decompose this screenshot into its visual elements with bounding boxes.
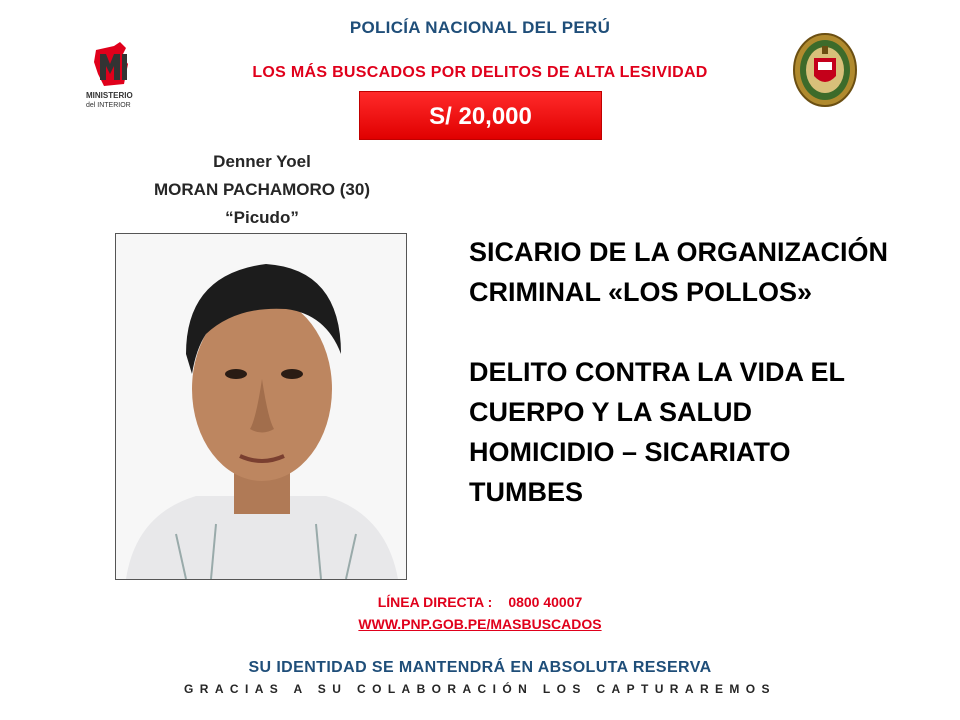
hotline bbox=[0, 594, 960, 610]
role-line-2: CRIMINAL «LOS POLLOS» bbox=[469, 277, 813, 307]
hotline-number: 0800 40007 bbox=[508, 594, 583, 610]
thanks-notice: GRACIAS A SU COLABORACIÓN LOS CAPTURAREMOS bbox=[184, 682, 776, 696]
crime-line-1: DELITO CONTRA LA VIDA EL bbox=[469, 357, 845, 387]
ministry-text-2: del INTERIOR bbox=[86, 102, 131, 109]
ministerio-interior-logo bbox=[84, 40, 154, 110]
wanted-person-name bbox=[112, 148, 412, 232]
reward-amount: S/ 20,000 bbox=[359, 91, 602, 140]
header-subtitle: LOS MÁS BUSCADOS POR DELITOS DE ALTA LESIVIDAD bbox=[252, 64, 708, 81]
crime-type: HOMICIDIO – SICARIATO bbox=[469, 437, 791, 467]
reserve-notice: SU IDENTIDAD SE MANTENDRÁ EN ABSOLUTA RESERVA bbox=[248, 659, 712, 676]
role-line-1: SICARIO DE LA ORGANIZACIÓN bbox=[469, 237, 889, 267]
alias: “Picudo” bbox=[225, 208, 299, 227]
suspect-photo bbox=[115, 233, 407, 580]
website-link[interactable]: WWW.PNP.GOB.PE/MASBUSCADOS bbox=[358, 616, 602, 632]
first-names: Denner Yoel bbox=[213, 152, 311, 171]
crime-description bbox=[469, 232, 931, 512]
surnames-age: MORAN PACHAMORO (30) bbox=[154, 180, 370, 199]
ministry-text-1: MINISTERIO bbox=[86, 91, 133, 100]
crime-line-2: CUERPO Y LA SALUD bbox=[469, 397, 753, 427]
location: TUMBES bbox=[469, 477, 583, 507]
hotline-label: LÍNEA DIRECTA : bbox=[377, 594, 493, 610]
header-title: POLICÍA NACIONAL DEL PERÚ bbox=[349, 18, 611, 37]
policia-nacional-badge-icon bbox=[792, 32, 858, 108]
